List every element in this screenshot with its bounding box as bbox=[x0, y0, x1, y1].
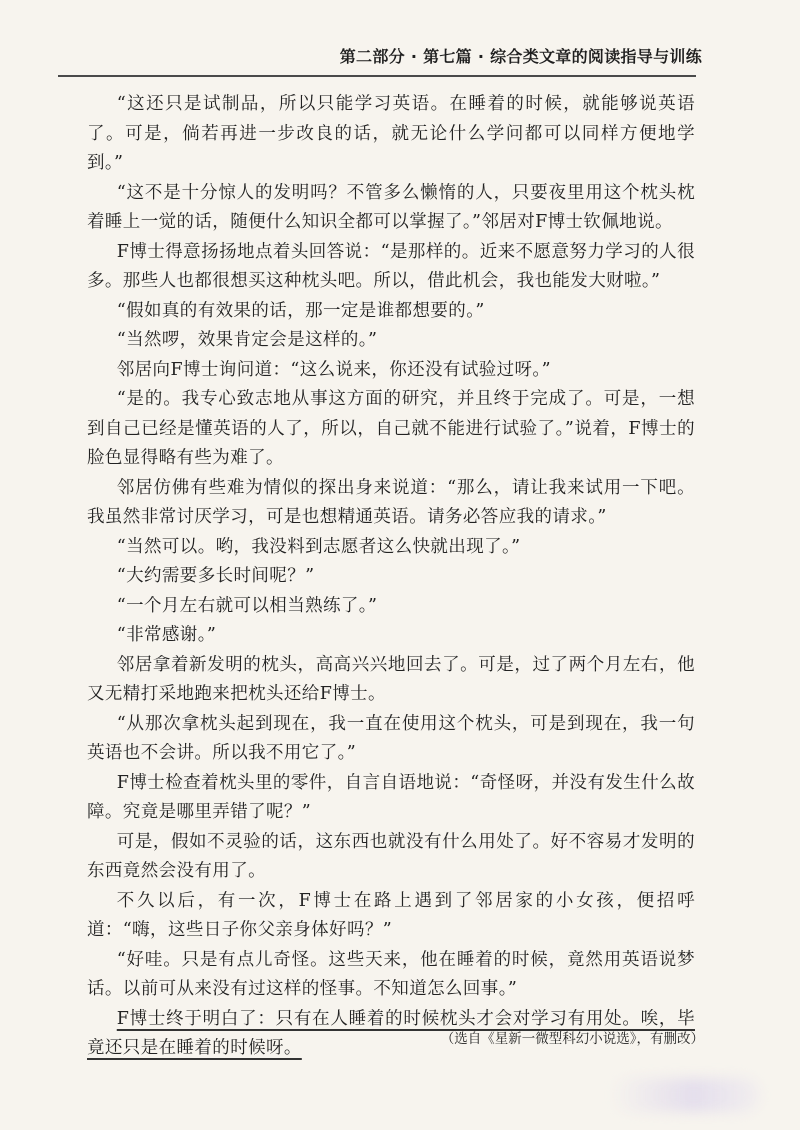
running-header: 第二部分 · 第七篇 · 综合类文章的阅读指导与训练 bbox=[339, 47, 702, 66]
paragraph: “非常感谢。” bbox=[116, 625, 217, 645]
paragraph: “好哇。只是有点儿奇怪。这些天来，他在睡着的时候，竟然用英语说梦话。以前可从来没有过这样的怪事。不知道怎么回事。” bbox=[87, 949, 695, 999]
paragraph: “假如真的有效果的话，那一定是谁都想要的。” bbox=[116, 300, 485, 321]
source-citation: （选自《星新一微型科幻小说选》，有删改） bbox=[440, 1031, 704, 1047]
paragraph: 邻居仿佛有些难为情似的探出身来说道：“那么，请让我来试用一下吧。我虽然非常讨厌学习，可是也想精通英语。请务必答应我的请求。” bbox=[87, 477, 695, 527]
scan-smudge bbox=[610, 1078, 760, 1112]
paragraph: “从那次拿枕头起到现在，我一直在使用这个枕头，可是到现在，我一句英语也不会讲。所以我不用它了。” bbox=[87, 713, 695, 763]
paragraph: “是的。我专心致志地从事这方面的研究，并且终于完成了。可是，一想到自己已经是懂英语的人了，所以，自己就不能进行试验了。”说着，F博士的脸色显得略有些为难了。 bbox=[87, 389, 695, 468]
paragraph: 可是，假如不灵验的话，这东西也就没有什么用处了。好不容易才发明的东西竟然会没有用了。 bbox=[87, 831, 695, 881]
paragraph: “大约需要多长时间呢？” bbox=[116, 566, 315, 586]
story-body bbox=[87, 90, 695, 1064]
paragraph: “这不是十分惊人的发明吗？不管多么懒惰的人，只要夜里用这个枕头枕着睡上一觉的话，随便什么知识全都可以掌握了。”邻居对F博士钦佩地说。 bbox=[87, 182, 695, 232]
paragraph: “当然可以。哟，我没料到志愿者这么快就出现了。” bbox=[116, 536, 521, 557]
paragraph: “这还只是试制品，所以只能学习英语。在睡着的时候，就能够说英语了。可是，倘若再进一步改良的话，就无论什么学问都可以同样方便地学到。” bbox=[87, 94, 695, 173]
paragraph: “一个月左右就可以相当熟练了。” bbox=[116, 595, 378, 616]
paragraph: “当然啰，效果肯定会是这样的。” bbox=[116, 330, 378, 350]
underlined-conclusion: F博士终于明白了：只有在人睡着的时候枕头才会对学习有用处。唉，毕竟还只是在睡着的时候呀。 bbox=[87, 1008, 695, 1058]
paragraph: 邻居向F博士询问道：“这么说来，你还没有试验过呀。” bbox=[116, 359, 551, 380]
paragraph: 不久以后，有一次，F博士在路上遇到了邻居家的小女孩，便招呼道：“嗨，这些日子你父亲身体好吗？” bbox=[87, 890, 695, 940]
paragraph: F博士得意扬扬地点着头回答说：“是那样的。近来不愿意努力学习的人很多。那些人也都很想买这种枕头吧。所以，借此机会，我也能发大财啦。” bbox=[87, 241, 695, 291]
paragraph: F博士检查着枕头里的零件，自言自语地说：“奇怪呀，并没有发生什么故障。究竟是哪里弄错了呢？” bbox=[87, 772, 695, 822]
header-rule bbox=[58, 75, 696, 77]
paragraph: 邻居拿着新发明的枕头，高高兴兴地回去了。可是，过了两个月左右，他又无精打采地跑来把枕头还给F博士。 bbox=[87, 654, 695, 704]
